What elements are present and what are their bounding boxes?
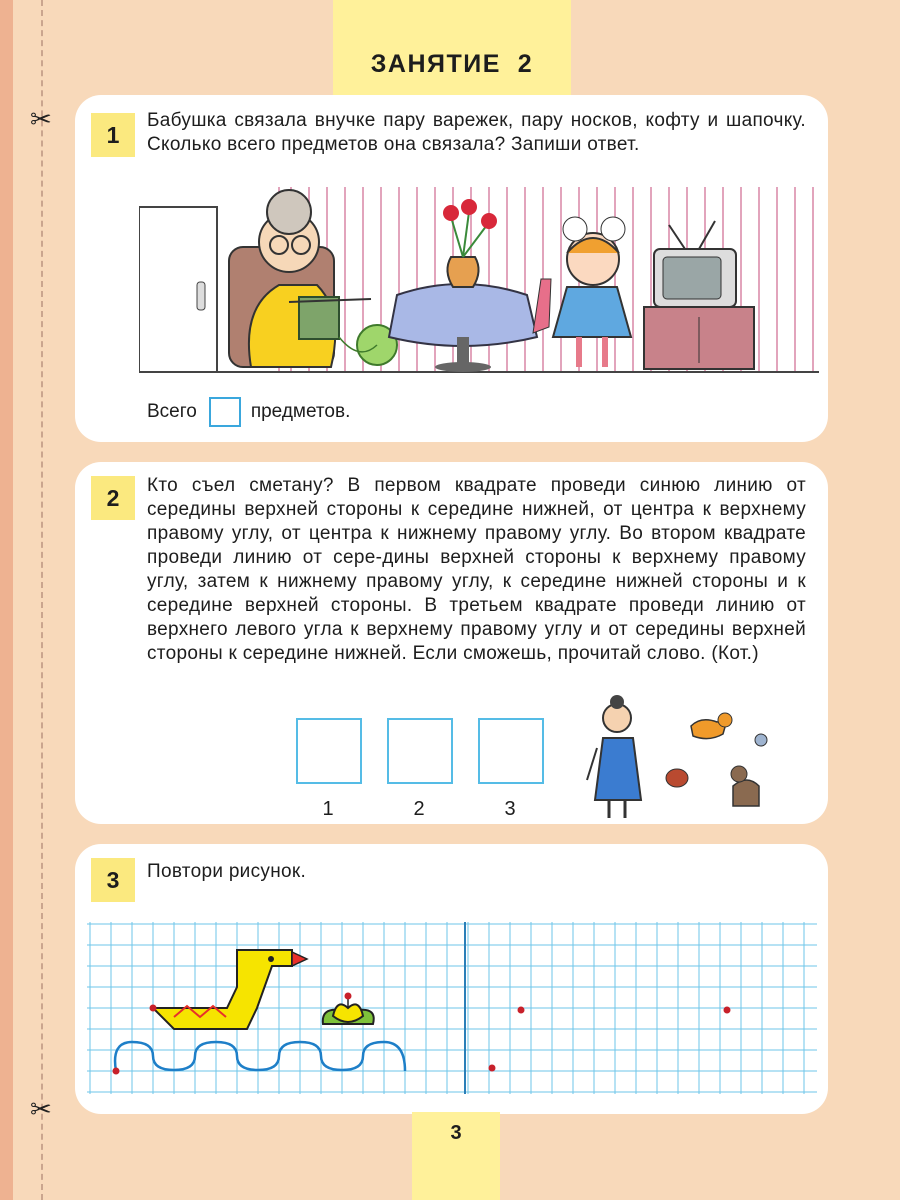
task-card-1 (75, 95, 828, 442)
square-label: 3 (504, 798, 516, 820)
drawing-square-1[interactable] (296, 718, 362, 784)
title-band (333, 0, 571, 96)
task-text: Бабушка связала внучке пару варежек, пару носков, кофту и шапочку. Сколько всего предметов она связала? Запиши ответ. (147, 110, 806, 155)
answer-row (147, 397, 350, 427)
task-number-badge: 1 (91, 113, 135, 157)
square-label: 2 (413, 798, 425, 820)
answer-prefix: Всего (147, 401, 197, 422)
lesson-title: ЗАНЯТИЕ 2 (370, 50, 534, 78)
grandma-knitting-illustration (139, 187, 819, 377)
cut-line (41, 0, 43, 1200)
left-edge-stripe (0, 0, 13, 1200)
task-text: Кто съел сметану? В первом квадрате проведи синюю линию от середины верхней стороны к середине нижней, от центра к верхнему правому углу, от центра к нижнему правому углу. Во втором квадрате проведи линию от сере-дины верхней стороны к верхнему правому углу, затем к нижнему правому углу, к середине нижней стороны и к середине верхней стороны. В третьем квадрате проведи линию от верхнего левого угла к верхнему правому углу и от середины верхней стороны к середине нижней. Если сможешь, прочитай слово. (Кот.) (147, 475, 806, 664)
drawing-square-3[interactable] (478, 718, 544, 784)
scissors-icon: ✂ (30, 104, 52, 134)
graph-paper[interactable] (87, 922, 817, 1094)
task-number-badge: 3 (91, 858, 135, 902)
task-text: Повтори рисунок. (147, 861, 307, 882)
square-label: 1 (322, 798, 334, 820)
scissors-icon: ✂ (30, 1094, 52, 1124)
woman-cat-illustration (583, 690, 773, 825)
answer-suffix: предметов. (250, 401, 351, 422)
page-number: 3 (450, 1122, 462, 1144)
task-number-badge: 2 (91, 476, 135, 520)
drawing-square-2[interactable] (387, 718, 453, 784)
task-card-3 (75, 844, 828, 1114)
answer-box[interactable] (209, 397, 241, 427)
task-card-2 (75, 462, 828, 824)
